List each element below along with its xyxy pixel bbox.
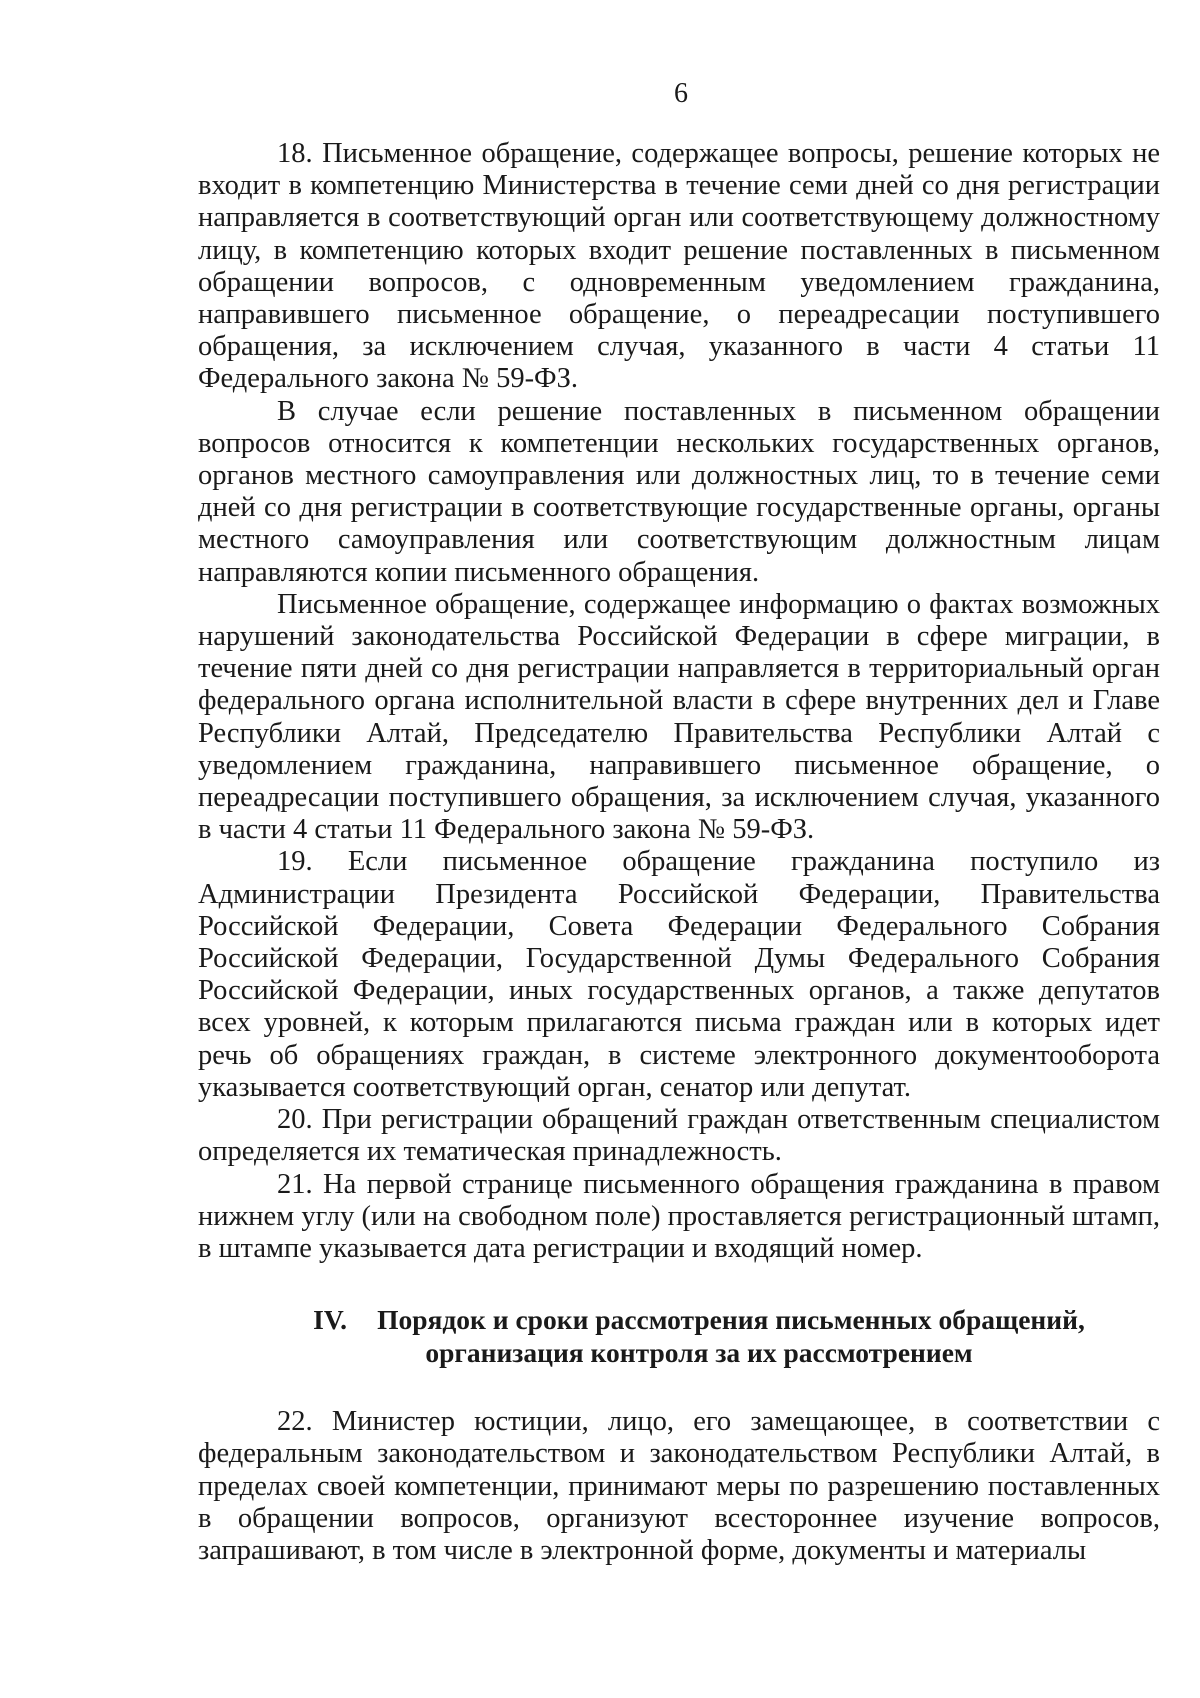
paragraph-19: 19. Если письменное обращение гражданина поступило из Администрации Президента Российской Федерации, Правительства Российской Федерации, Совета Федерации Федерального Собрания Российской Федерации, Государственной Думы Федерального Собрания Российской Федерации, иных государственных органов, а также депутатов всех уровней, к которым прилагаются письма граждан или в которых идет речь об обращениях граждан, в системе электронного документооборота указывается соответствующий орган, сенатор или депутат. <box>198 846 1160 1103</box>
section-title-line-2: организация контроля за их рассмотрением <box>425 1337 973 1369</box>
paragraph-22: 22. Министер юстиции, лицо, его замещающее, в соответствии с федеральным законодательством и законодательством Республики Алтай, в пределах своей компетенции, принимают меры по разрешению поставленных в обращении вопросов, организуют всестороннее изучение вопросов, запрашивают, в том числе в электронной форме, документы и материалы <box>198 1406 1160 1566</box>
paragraph-18-migration: Письменное обращение, содержащее информацию о фактах возможных нарушений законодательства Российской Федерации в сфере миграции, в течение пяти дней со дня регистрации направляется в территориальный орган федерального органа исполнительной власти в сфере внутренних дел и Главе Республики Алтай, Председателю Правительства Республики Алтай с уведомлением гражданина, направившего письменное обращение, о переадресации поступившего обращения, за исключением случая, указанного в части 4 статьи 11 Федерального закона № 59-ФЗ. <box>198 588 1160 846</box>
section-heading <box>198 1303 1160 1369</box>
paragraph-18: 18. Письменное обращение, содержащее вопросы, решение которых не входит в компетенцию Министерства в течение семи дней со дня регистрации направляется в соответствующий орган или соответствующему должностному лицу, в компетенцию которых входит решение поставленных в письменном обращении вопросов, с одновременным уведомлением гражданина, направившего письменное обращение, о переадресации поступившего обращения, за исключением случая, указанного в части 4 статьи 11 Федерального закона № 59-ФЗ. <box>198 138 1160 395</box>
section-heading-line-1 <box>238 1303 1160 1336</box>
paragraph-18-competence: В случае если решение поставленных в письменном обращении вопросов относится к компетенции нескольких государственных органов, органов местного самоуправления или должностных лиц, то в течение семи дней со дня регистрации в соответствующие государственные органы, органы местного самоуправления или соответствующим должностным лицам направляются копии письменного обращения. <box>198 395 1160 588</box>
page-number: 6 <box>674 78 688 109</box>
document-body <box>198 138 1160 1567</box>
paragraph-20: 20. При регистрации обращений граждан ответственным специалистом определяется их тематическая принадлежность. <box>198 1104 1160 1168</box>
section-title-line-1: Порядок и сроки рассмотрения письменных обращений, <box>377 1304 1085 1336</box>
paragraph-21: 21. На первой странице письменного обращения гражданина в правом нижнем углу (или на свободном поле) проставляется регистрационный штамп, в штампе указывается дата регистрации и входящий номер. <box>198 1168 1160 1264</box>
section-number: IV. <box>313 1304 348 1336</box>
